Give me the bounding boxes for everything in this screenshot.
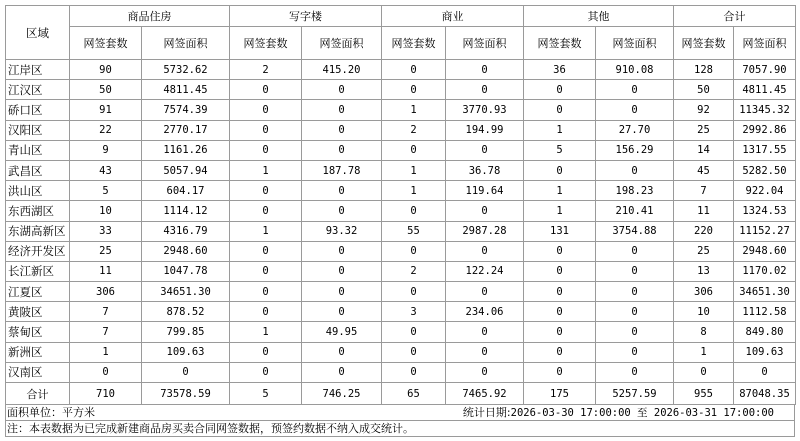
cell-area: 234.06 xyxy=(446,302,524,322)
table-row xyxy=(6,282,796,302)
cell-area: 0 xyxy=(596,100,674,120)
header-row-sub xyxy=(6,27,796,60)
cell-area: 2992.86 xyxy=(734,120,796,140)
cell-count: 128 xyxy=(674,60,734,80)
cell-count: 10 xyxy=(70,201,142,221)
table-row xyxy=(6,261,796,281)
cell-area: 36.78 xyxy=(446,160,524,180)
table-row xyxy=(6,362,796,382)
total-row xyxy=(6,383,796,405)
cell-count: 50 xyxy=(674,80,734,100)
cell-area: 0 xyxy=(596,322,674,342)
cell-count: 1 xyxy=(70,342,142,362)
cell-area: 122.24 xyxy=(446,261,524,281)
cell-area: 0 xyxy=(596,160,674,180)
cell-count: 175 xyxy=(524,383,596,405)
cell-count: 0 xyxy=(230,120,302,140)
cell-count: 1 xyxy=(382,160,446,180)
cell-count: 55 xyxy=(382,221,446,241)
cell-area: 0 xyxy=(302,261,382,281)
table-row xyxy=(6,100,796,120)
subheader-area: 网签面积 xyxy=(596,27,674,60)
cell-count: 9 xyxy=(70,140,142,160)
cell-count: 0 xyxy=(230,181,302,201)
cell-area: 0 xyxy=(446,362,524,382)
stat-date xyxy=(463,405,774,421)
cell-count: 1 xyxy=(230,160,302,180)
table-row xyxy=(6,302,796,322)
cell-count: 11 xyxy=(674,201,734,221)
cell-area: 210.41 xyxy=(596,201,674,221)
table-row xyxy=(6,80,796,100)
cell-area: 2948.60 xyxy=(734,241,796,261)
cell-count: 0 xyxy=(382,241,446,261)
cell-area: 109.63 xyxy=(734,342,796,362)
cell-area: 922.04 xyxy=(734,181,796,201)
cell-count: 1 xyxy=(230,221,302,241)
cell-area: 109.63 xyxy=(142,342,230,362)
table-row xyxy=(6,160,796,180)
cell-count: 11 xyxy=(70,261,142,281)
table-body xyxy=(6,60,796,405)
cell-count: 955 xyxy=(674,383,734,405)
cell-area: 0 xyxy=(302,80,382,100)
cell-count: 45 xyxy=(674,160,734,180)
cell-count: 91 xyxy=(70,100,142,120)
cell-count: 0 xyxy=(382,201,446,221)
cell-area: 0 xyxy=(302,282,382,302)
cell-area: 878.52 xyxy=(142,302,230,322)
cell-area: 156.29 xyxy=(596,140,674,160)
cell-area: 0 xyxy=(446,322,524,342)
cell-count: 43 xyxy=(70,160,142,180)
cell-count: 2 xyxy=(382,120,446,140)
district-name: 江汉区 xyxy=(6,80,70,100)
cell-area: 0 xyxy=(302,140,382,160)
cell-count: 1 xyxy=(524,201,596,221)
stat-date-label: 统计日期: xyxy=(462,406,511,419)
table-row xyxy=(6,120,796,140)
header-row-groups xyxy=(6,6,796,27)
cell-area: 7465.92 xyxy=(446,383,524,405)
cell-count: 7 xyxy=(70,302,142,322)
cell-count: 0 xyxy=(230,282,302,302)
district-name: 长江新区 xyxy=(6,261,70,281)
cell-area: 0 xyxy=(446,140,524,160)
cell-count: 0 xyxy=(70,362,142,382)
cell-area: 0 xyxy=(302,362,382,382)
cell-count: 0 xyxy=(382,342,446,362)
cell-area: 194.99 xyxy=(446,120,524,140)
cell-count: 0 xyxy=(382,322,446,342)
cell-area: 2770.17 xyxy=(142,120,230,140)
cell-count: 2 xyxy=(230,60,302,80)
district-name: 合计 xyxy=(6,383,70,405)
cell-count: 710 xyxy=(70,383,142,405)
cell-area: 1161.26 xyxy=(142,140,230,160)
cell-area: 0 xyxy=(302,342,382,362)
district-name: 江夏区 xyxy=(6,282,70,302)
cell-area: 0 xyxy=(142,362,230,382)
cell-count: 0 xyxy=(674,362,734,382)
group-header-total: 合计 xyxy=(674,6,796,27)
cell-area: 799.85 xyxy=(142,322,230,342)
district-name: 东湖高新区 xyxy=(6,221,70,241)
stat-date-range: 2026-03-30 17:00:00 至 2026-03-31 17:00:00 xyxy=(510,407,774,419)
region-header: 区域 xyxy=(6,6,70,60)
cell-count: 5 xyxy=(524,140,596,160)
district-name: 青山区 xyxy=(6,140,70,160)
cell-count: 1 xyxy=(382,181,446,201)
subheader-area: 网签面积 xyxy=(446,27,524,60)
cell-count: 0 xyxy=(524,302,596,322)
cell-count: 65 xyxy=(382,383,446,405)
group-header-residential: 商品住房 xyxy=(70,6,230,27)
district-name: 汉阳区 xyxy=(6,120,70,140)
subheader-area: 网签面积 xyxy=(142,27,230,60)
cell-area: 0 xyxy=(446,342,524,362)
cell-area: 87048.35 xyxy=(734,383,796,405)
table-row xyxy=(6,241,796,261)
cell-area: 2948.60 xyxy=(142,241,230,261)
cell-area: 4316.79 xyxy=(142,221,230,241)
district-name: 新洲区 xyxy=(6,342,70,362)
cell-area: 0 xyxy=(302,100,382,120)
cell-count: 0 xyxy=(524,160,596,180)
cell-area: 0 xyxy=(734,362,796,382)
table-row xyxy=(6,60,796,80)
district-name: 黄陂区 xyxy=(6,302,70,322)
cell-area: 11152.27 xyxy=(734,221,796,241)
subheader-area: 网签面积 xyxy=(302,27,382,60)
cell-area: 604.17 xyxy=(142,181,230,201)
cell-area: 0 xyxy=(446,241,524,261)
cell-area: 1114.12 xyxy=(142,201,230,221)
cell-area: 0 xyxy=(446,80,524,100)
cell-count: 8 xyxy=(674,322,734,342)
cell-count: 0 xyxy=(382,282,446,302)
cell-area: 119.64 xyxy=(446,181,524,201)
cell-count: 0 xyxy=(230,342,302,362)
cell-area: 4811.45 xyxy=(734,80,796,100)
cell-count: 0 xyxy=(524,362,596,382)
cell-area: 1112.58 xyxy=(734,302,796,322)
cell-count: 0 xyxy=(382,140,446,160)
cell-count: 0 xyxy=(524,342,596,362)
cell-area: 7057.90 xyxy=(734,60,796,80)
group-header-office: 写字楼 xyxy=(230,6,382,27)
cell-area: 0 xyxy=(302,241,382,261)
subheader-area: 网签面积 xyxy=(734,27,796,60)
cell-count: 1 xyxy=(524,181,596,201)
cell-count: 10 xyxy=(674,302,734,322)
cell-count: 0 xyxy=(524,80,596,100)
cell-count: 1 xyxy=(524,120,596,140)
cell-area: 5057.94 xyxy=(142,160,230,180)
cell-count: 0 xyxy=(230,362,302,382)
cell-count: 1 xyxy=(674,342,734,362)
cell-count: 0 xyxy=(382,362,446,382)
table-row xyxy=(6,140,796,160)
cell-count: 2 xyxy=(382,261,446,281)
cell-area: 5257.59 xyxy=(596,383,674,405)
cell-area: 0 xyxy=(446,201,524,221)
cell-count: 90 xyxy=(70,60,142,80)
cell-count: 36 xyxy=(524,60,596,80)
cell-area: 49.95 xyxy=(302,322,382,342)
cell-area: 0 xyxy=(596,241,674,261)
district-name: 蔡甸区 xyxy=(6,322,70,342)
cell-count: 0 xyxy=(524,261,596,281)
subheader-count: 网签套数 xyxy=(230,27,302,60)
subheader-count: 网签套数 xyxy=(524,27,596,60)
cell-count: 0 xyxy=(382,80,446,100)
cell-area: 0 xyxy=(596,342,674,362)
subheader-count: 网签套数 xyxy=(70,27,142,60)
subheader-count: 网签套数 xyxy=(674,27,734,60)
cell-area: 34651.30 xyxy=(734,282,796,302)
district-name: 江岸区 xyxy=(6,60,70,80)
cell-area: 198.23 xyxy=(596,181,674,201)
table-row xyxy=(6,342,796,362)
cell-count: 0 xyxy=(230,80,302,100)
cell-count: 306 xyxy=(674,282,734,302)
cell-count: 25 xyxy=(674,241,734,261)
cell-count: 1 xyxy=(230,322,302,342)
cell-area: 5732.62 xyxy=(142,60,230,80)
cell-area: 1047.78 xyxy=(142,261,230,281)
cell-count: 25 xyxy=(674,120,734,140)
area-unit: 面积单位：平方米 xyxy=(7,406,95,419)
cell-area: 11345.32 xyxy=(734,100,796,120)
cell-count: 0 xyxy=(524,322,596,342)
cell-area: 746.25 xyxy=(302,383,382,405)
cell-area: 0 xyxy=(596,302,674,322)
cell-count: 0 xyxy=(230,241,302,261)
table-row xyxy=(6,221,796,241)
cell-area: 2987.28 xyxy=(446,221,524,241)
cell-count: 92 xyxy=(674,100,734,120)
cell-count: 13 xyxy=(674,261,734,281)
district-name: 汉南区 xyxy=(6,362,70,382)
note-line xyxy=(5,421,795,437)
cell-area: 0 xyxy=(302,201,382,221)
cell-area: 27.70 xyxy=(596,120,674,140)
cell-area: 93.32 xyxy=(302,221,382,241)
cell-count: 0 xyxy=(524,282,596,302)
table-row xyxy=(6,322,796,342)
cell-count: 7 xyxy=(70,322,142,342)
district-name: 硚口区 xyxy=(6,100,70,120)
cell-area: 910.08 xyxy=(596,60,674,80)
report-container xyxy=(5,5,795,437)
unit-line xyxy=(5,405,795,421)
cell-area: 0 xyxy=(596,261,674,281)
cell-count: 5 xyxy=(70,181,142,201)
cell-count: 0 xyxy=(382,60,446,80)
cell-area: 3770.93 xyxy=(446,100,524,120)
cell-count: 0 xyxy=(524,241,596,261)
cell-area: 0 xyxy=(596,362,674,382)
cell-area: 849.80 xyxy=(734,322,796,342)
cell-area: 0 xyxy=(302,302,382,322)
cell-area: 3754.88 xyxy=(596,221,674,241)
table-row xyxy=(6,201,796,221)
cell-area: 187.78 xyxy=(302,160,382,180)
cell-area: 0 xyxy=(446,282,524,302)
cell-count: 220 xyxy=(674,221,734,241)
cell-count: 25 xyxy=(70,241,142,261)
cell-area: 415.20 xyxy=(302,60,382,80)
cell-count: 50 xyxy=(70,80,142,100)
cell-area: 34651.30 xyxy=(142,282,230,302)
district-name: 洪山区 xyxy=(6,181,70,201)
cell-count: 1 xyxy=(382,100,446,120)
cell-count: 7 xyxy=(674,181,734,201)
district-name: 经济开发区 xyxy=(6,241,70,261)
cell-count: 14 xyxy=(674,140,734,160)
sales-table xyxy=(5,5,796,405)
group-header-commercial: 商业 xyxy=(382,6,524,27)
group-header-other: 其他 xyxy=(524,6,674,27)
cell-count: 0 xyxy=(230,100,302,120)
cell-count: 306 xyxy=(70,282,142,302)
cell-area: 0 xyxy=(302,120,382,140)
subheader-count: 网签套数 xyxy=(382,27,446,60)
cell-count: 0 xyxy=(230,140,302,160)
cell-count: 0 xyxy=(524,100,596,120)
cell-area: 0 xyxy=(302,181,382,201)
cell-area: 1324.53 xyxy=(734,201,796,221)
cell-count: 5 xyxy=(230,383,302,405)
cell-area: 73578.59 xyxy=(142,383,230,405)
cell-area: 7574.39 xyxy=(142,100,230,120)
table-row xyxy=(6,181,796,201)
cell-count: 3 xyxy=(382,302,446,322)
cell-area: 0 xyxy=(596,282,674,302)
cell-count: 0 xyxy=(230,261,302,281)
cell-area: 0 xyxy=(446,60,524,80)
cell-area: 1317.55 xyxy=(734,140,796,160)
cell-count: 0 xyxy=(230,201,302,221)
district-name: 东西湖区 xyxy=(6,201,70,221)
cell-count: 33 xyxy=(70,221,142,241)
cell-area: 0 xyxy=(596,80,674,100)
cell-area: 5282.50 xyxy=(734,160,796,180)
cell-area: 4811.45 xyxy=(142,80,230,100)
cell-count: 22 xyxy=(70,120,142,140)
district-name: 武昌区 xyxy=(6,160,70,180)
cell-count: 0 xyxy=(230,302,302,322)
table-note: 注：本表数据为已完成新建商品房买卖合同网签数据，预签约数据不纳入成交统计。 xyxy=(7,422,414,435)
cell-area: 1170.02 xyxy=(734,261,796,281)
cell-count: 131 xyxy=(524,221,596,241)
